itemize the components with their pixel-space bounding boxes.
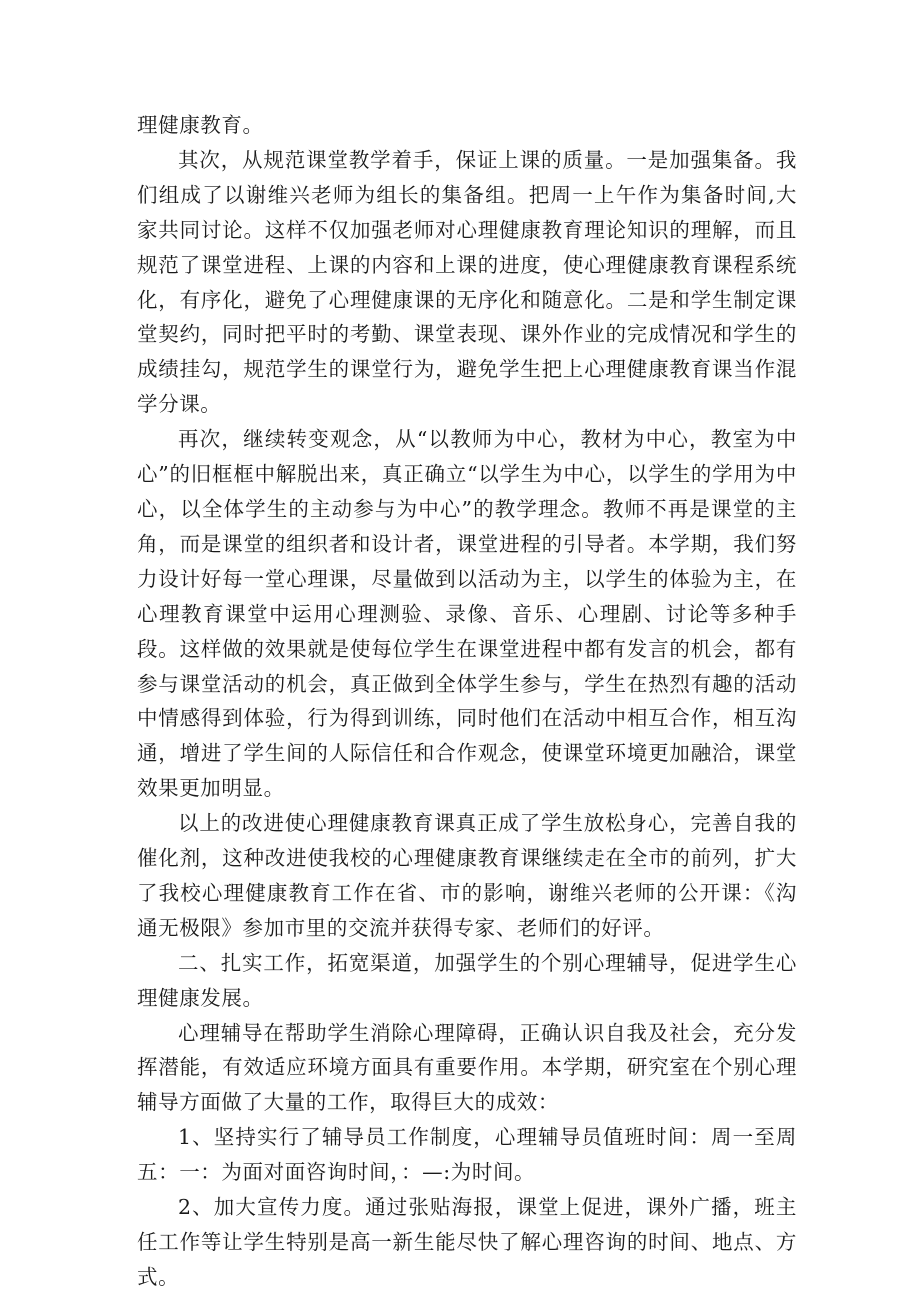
- list-item-2: 2、加大宣传力度。通过张贴海报，课堂上促进，课外广播，班主任工作等让学生特别是高一新生能尽快了解心理咨询的时间、地点、方式。: [137, 1195, 797, 1289]
- list-item-1: 1、坚持实行了辅导员工作制度，心理辅导员值班时间：周一至周五：一：为面对面咨询时间，：—:为时间。: [137, 1125, 797, 1185]
- section-heading-2: 二、扎实工作，拓宽渠道，加强学生的个别心理辅导，促进学生心理健康发展。: [137, 950, 797, 1010]
- paragraph-4: 以上的改进使心理健康教育课真正成了学生放松身心，完善自我的催化剂，这种改进使我校的心理健康教育课继续走在全市的前列，扩大了我校心理健康教育工作在省、市的影响，谢维兴老师的公开课：《沟通无极限》参加市里的交流并获得专家、老师们的好评。: [137, 811, 797, 940]
- paragraph-1: 理健康教育。: [137, 113, 264, 137]
- paragraph-3: 再次，继续转变观念，从“以教师为中心，教材为中心，教室为中心”的旧框框中解脱出来，真正确立“以学生为中心，以学生的学用为中心，以全体学生的主动参与为中心”的教学理念。教师不再是课堂的主角，而是课堂的组织者和设计者，课堂进程的引导者。本学期，我们努力设计好每一堂心理课，尽量做到以活动为主，以学生的体验为主，在心理教育课堂中运用心理测验、录像、音乐、心理剧、讨论等多种手段。这样做的效果就是使每位学生在课堂进程中都有发言的机会，都有参与课堂活动的机会，真正做到全体学生参与，学生在热烈有趣的活动中情感得到体验，行为得到训练，同时他们在活动中相互合作，相互沟通，增进了学生间的人际信任和合作观念，使课堂环境更加融洽，课堂效果更加明显。: [137, 427, 797, 801]
- document-body: [137, 108, 797, 1295]
- paragraph-2: 其次，从规范课堂教学着手，保证上课的质量。一是加强集备。我们组成了以谢维兴老师为组长的集备组。把周一上午作为集备时间,大家共同讨论。这样不仅加强老师对心理健康教育理论知识的理解，而且规范了课堂进程、上课的内容和上课的进度，使心理健康教育课程系统化，有序化，避免了心理健康课的无序化和随意化。二是和学生制定课堂契约，同时把平时的考勤、课堂表现、课外作业的完成情况和学生的成绩挂勾，规范学生的课堂行为，避免学生把上心理健康教育课当作混学分课。: [137, 147, 797, 417]
- paragraph-6: 心理辅导在帮助学生消除心理障碍，正确认识自我及社会，充分发挥潜能，有效适应环境方面具有重要作用。本学期，研究室在个别心理辅导方面做了大量的工作，取得巨大的成效：: [137, 1020, 797, 1115]
